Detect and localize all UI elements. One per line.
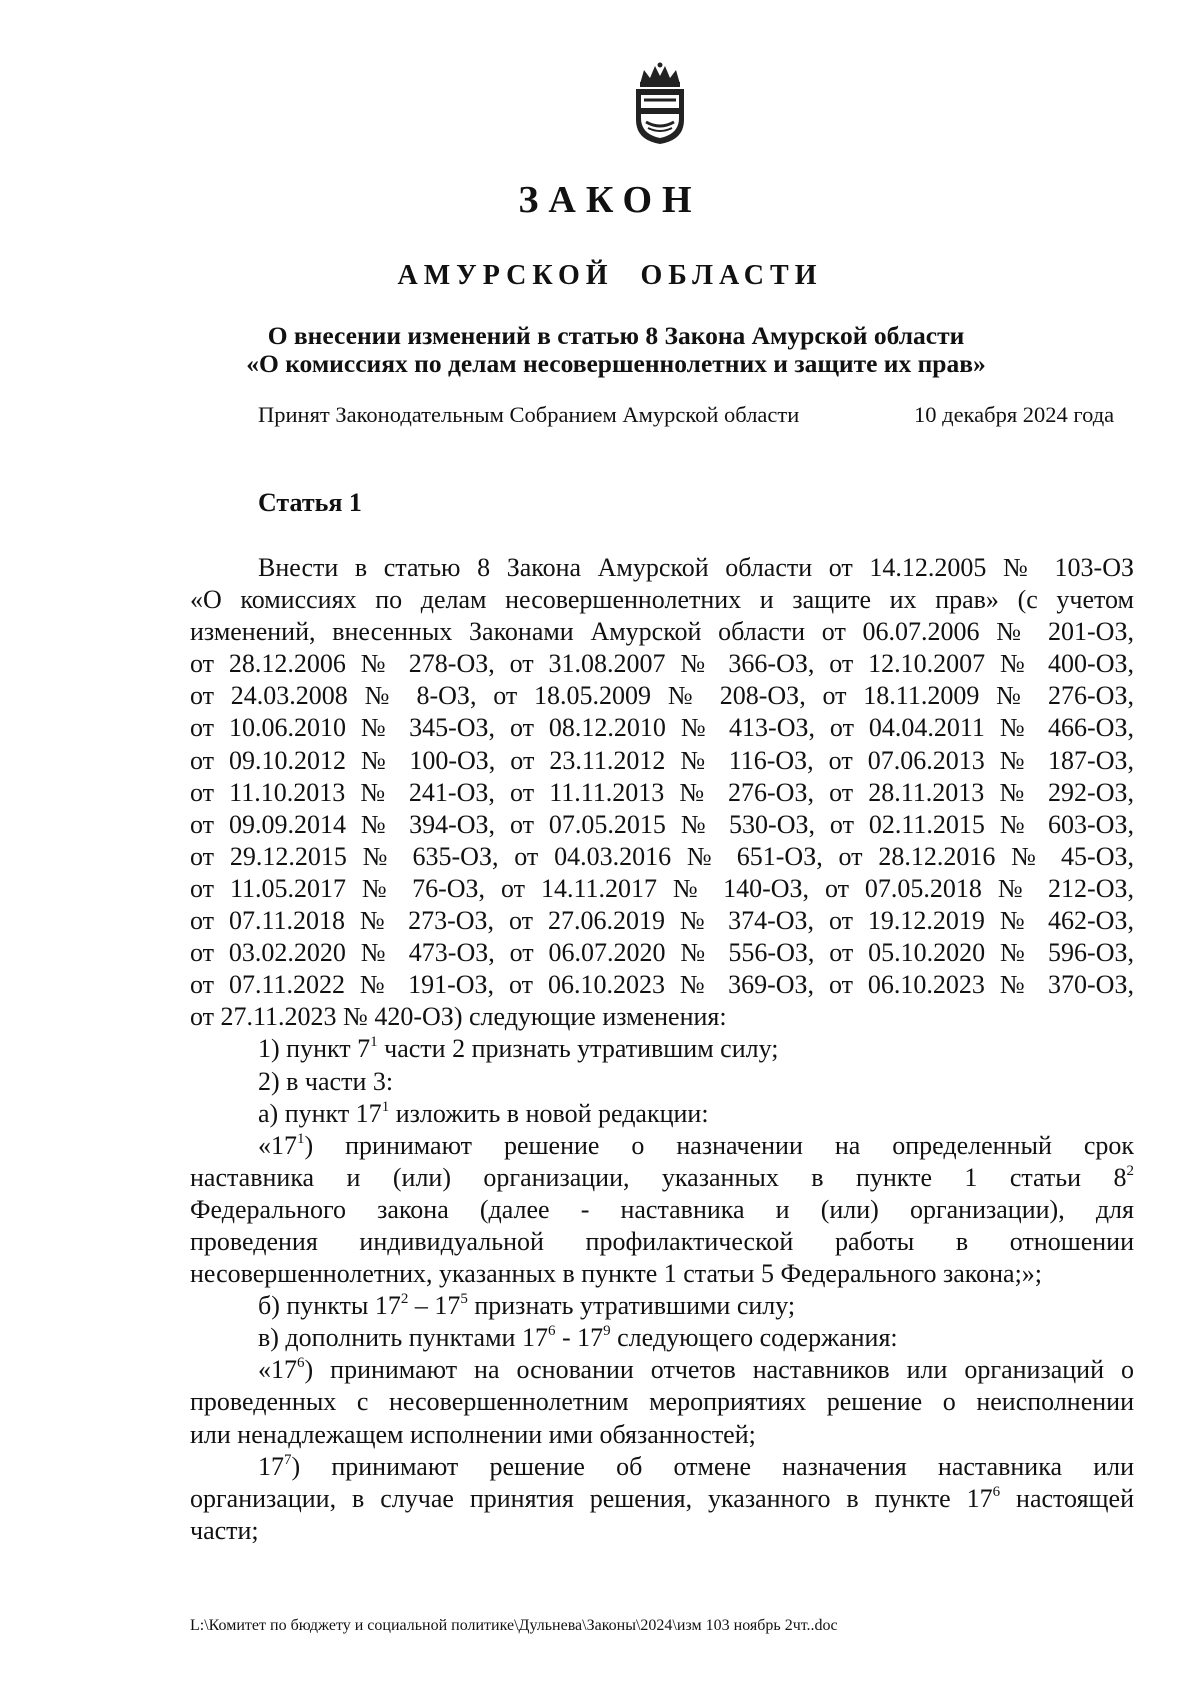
text-line: от 09.10.2012 № 100-ОЗ, от 23.11.2012 № 116-ОЗ, от 07.06.2013 № 187-ОЗ,: [190, 745, 1134, 775]
item-b: б) пункты $17^2 - 17^5$ признать утратившими силу;: [258, 1291, 796, 1321]
text-line: от 27.11.2023 № 420-ОЗ) следующие изменения:: [190, 1002, 727, 1032]
law-subject: [16, 322, 1200, 378]
subject-line: «О комиссиях по делам несовершеннолетних и защите их прав»: [246, 349, 986, 378]
text-line: наставника и (или) организации, указанных в пункте 1 статьи $8^2$: [190, 1162, 1134, 1192]
text-line: организации, в случае принятия решения, указанного в пункте $17^6$ настоящей: [190, 1483, 1135, 1513]
law-title: ЗАКОН: [518, 179, 702, 221]
text-line: от 07.11.2018 № 273-ОЗ, от 27.06.2019 № 374-ОЗ, от 19.12.2019 № 462-ОЗ,: [190, 906, 1134, 936]
item-2: 2) в части 3:: [258, 1066, 394, 1096]
file-path-footer: L:\Комитет по бюджету и социальной политике\Дульнева\Законы\2024\изм 103 ноябрь 2чт..doc: [190, 1617, 838, 1634]
text-line: или ненадлежащем исполнении ими обязанностей;: [190, 1419, 756, 1449]
text-line: «$17^1$) принимают решение о назначении на определенный срок: [258, 1130, 1134, 1160]
item-a: а) пункт $17^1$ изложить в новой редакции:: [258, 1098, 709, 1128]
text-line: проведения индивидуальной профилактической работы в отношении: [190, 1226, 1134, 1256]
paragraph-17-1: [190, 1130, 1134, 1290]
adopted-date: 10 декабря 2024 года: [914, 402, 1115, 427]
text-line: от 29.12.2015 № 635-ОЗ, от 04.03.2016 № 651-ОЗ, от 28.12.2016 № 45-ОЗ,: [190, 841, 1134, 871]
text-line: от 07.11.2022 № 191-ОЗ, от 06.10.2023 № 369-ОЗ, от 06.10.2023 № 370-ОЗ,: [190, 970, 1134, 1000]
text-line: «О комиссиях по делам несовершеннолетних и защите их прав» (с учетом: [190, 585, 1134, 615]
article-heading: Статья 1: [258, 488, 362, 517]
coat-of-arms-icon: [628, 62, 692, 146]
article-body: [190, 552, 1134, 1547]
text-line: Федерального закона (далее - наставника и (или) организации), для: [190, 1194, 1134, 1224]
text-line: от 11.05.2017 № 76-ОЗ, от 14.11.2017 № 140-ОЗ, от 07.05.2018 № 212-ОЗ,: [190, 873, 1134, 903]
text-line: части;: [190, 1515, 259, 1545]
text-line: от 28.12.2006 № 278-ОЗ, от 31.08.2007 № 366-ОЗ, от 12.10.2007 № 400-ОЗ,: [190, 649, 1134, 679]
text-line: от 10.06.2010 № 345-ОЗ, от 08.12.2010 № 413-ОЗ, от 04.04.2011 № 466-ОЗ,: [190, 713, 1134, 743]
text-line: от 11.10.2013 № 241-ОЗ, от 11.11.2013 № 276-ОЗ, от 28.11.2013 № 292-ОЗ,: [190, 777, 1134, 807]
region-title: АМУРСКОЙ ОБЛАСТИ: [397, 260, 823, 291]
intro-paragraph: [190, 552, 1134, 1033]
text-line: несовершеннолетних, указанных в пункте 1 статьи 5 Федерального закона;»;: [190, 1259, 1043, 1289]
text-line: от 09.09.2014 № 394-ОЗ, от 07.05.2015 № 530-ОЗ, от 02.11.2015 № 603-ОЗ,: [190, 809, 1134, 839]
text-line: «$17^6$) принимают на основании отчетов наставников или организаций о: [258, 1355, 1134, 1385]
text-line: $17^7$) принимают решение об отмене назначения наставника или: [258, 1451, 1134, 1481]
text-line: Внести в статью 8 Закона Амурской области от 14.12.2005 № 103-ОЗ: [258, 553, 1134, 582]
text-line: от 03.02.2020 № 473-ОЗ, от 06.07.2020 № 556-ОЗ, от 05.10.2020 № 596-ОЗ,: [190, 938, 1134, 968]
text-line: от 24.03.2008 № 8-ОЗ, от 18.05.2009 № 208-ОЗ, от 18.11.2009 № 276-ОЗ,: [190, 681, 1134, 711]
adopted-by: Принят Законодательным Собранием Амурской области: [258, 402, 800, 427]
subject-line: О внесении изменений в статью 8 Закона Амурской области: [267, 321, 965, 350]
text-line: проведенных с несовершеннолетним мероприятиях решение о неисполнении: [190, 1387, 1134, 1417]
paragraph-17-6: [190, 1354, 1134, 1450]
item-1: 1) пункт $7^1$ части 2 признать утратившим силу;: [258, 1034, 779, 1064]
paragraph-17-7: [190, 1451, 1134, 1547]
text-line: изменений, внесенных Законами Амурской области от 06.07.2006 № 201-ОЗ,: [190, 617, 1134, 647]
item-c: в) дополнить пунктами $17^6 - 17^9$ следующего содержания:: [258, 1323, 898, 1353]
